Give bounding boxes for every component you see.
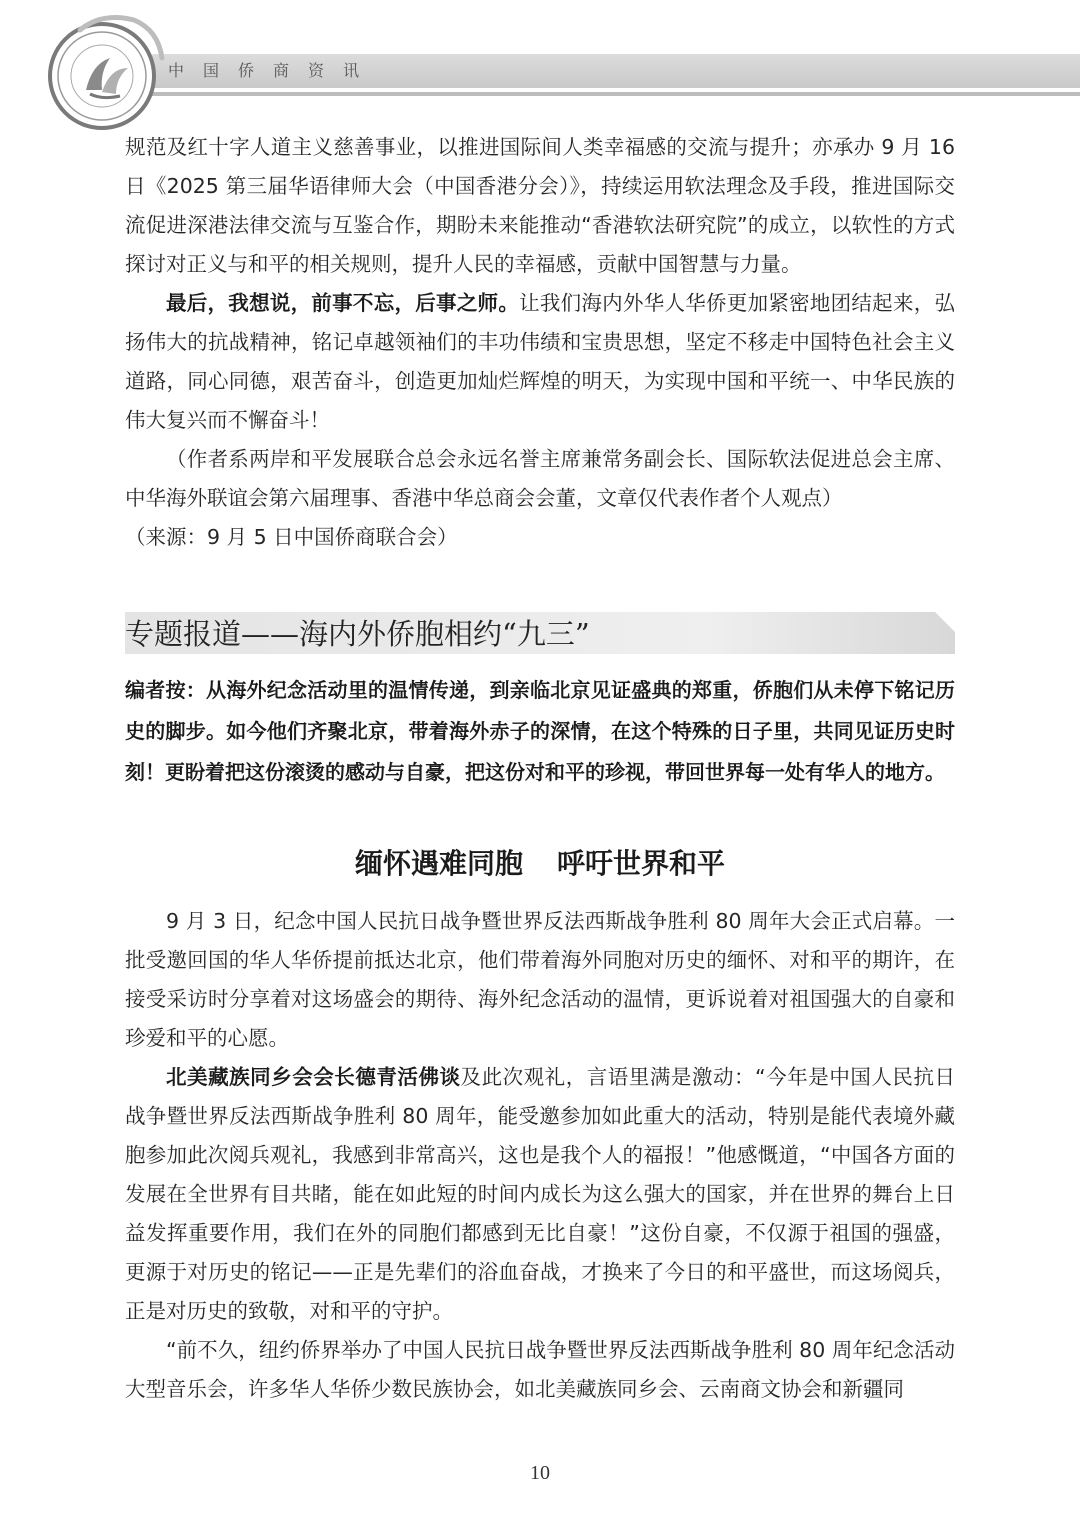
section-header-corner — [935, 612, 955, 632]
header-title: 中国侨商资讯 — [168, 61, 379, 80]
article-continuation — [125, 128, 955, 557]
bold-lead: 最后，我想说，前事不忘，后事之师。 — [166, 291, 520, 315]
paragraph-closing — [125, 284, 955, 440]
section-header — [125, 612, 955, 654]
source-line: （来源：9 月 5 日中国侨商联合会） — [125, 525, 458, 549]
article-body — [125, 902, 955, 1409]
logo — [40, 6, 170, 136]
section-title: 专题报道——海内外侨胞相约“九三” — [125, 617, 590, 651]
bold-lead: 北美藏族同乡会会长德青活佛谈 — [166, 1065, 461, 1089]
paragraph: 9 月 3 日，纪念中国人民抗日战争暨世界反法西斯战争胜利 80 周年大会正式启幕。一批受邀回国的华人华侨提前抵达北京，他们带着海外同胞对历史的缅怀、对和平的期许，在接受采访时分享着对这场盛会的期待、海外纪念活动的温情，更诉说着对祖国强大的自豪和珍爱和平的心愿。 — [125, 909, 955, 1050]
article-title-part2: 呼吁世界和平 — [557, 847, 726, 880]
paragraph-text: 让我们海内外华人华侨更加紧密地团结起来，弘扬伟大的抗战精神，铭记卓越领袖们的丰功伟绩和宝贵思想，坚定不移走中国特色社会主义道路，同心同德，艰苦奋斗，创造更加灿烂辉煌的明天，为实现中国和平统一、中华民族的伟大复兴而不懈奋斗！ — [125, 291, 955, 432]
article-title — [0, 842, 1080, 886]
paragraph-interview — [125, 1058, 955, 1331]
logo-emblem-icon — [40, 6, 170, 136]
header-stripe — [138, 92, 1080, 96]
editor-note: 编者按：从海外纪念活动里的温情传递，到亲临北京见证盛典的郑重，侨胞们从未停下铭记历史的脚步。如今他们齐聚北京，带着海外赤子的深情，在这个特殊的日子里，共同见证历史时刻！更盼着把这份滚烫的感动与自豪，把这份对和平的珍视，带回世界每一处有华人的地方。 — [125, 678, 955, 784]
paragraph: 规范及红十字人道主义慈善事业，以推进国际间人类幸福感的交流与提升；亦承办 9 月 16 日《2025 第三届华语律师大会（中国香港分会）》，持续运用软法理念及手段，推进国际交流促进深港法律交流与互鉴合作，期盼未来能推动“香港软法研究院”的成立，以软性的方式探讨对正义与和平的相关规则，提升人民的幸福感，贡献中国智慧与力量。 — [125, 135, 955, 276]
page-number: 10 — [530, 1462, 550, 1484]
paragraph-text: 及此次观礼，言语里满是激动：“今年是中国人民抗日战争暨世界反法西斯战争胜利 80 周年，能受邀参加如此重大的活动，特别是能代表境外藏胞参加此次阅兵观礼，我感到非常高兴，这也是我个人的福报！”他感慨道，“中国各方面的发展在全世界有目共睹，能在如此短的时间内成长为这么强大的国家，并在世界的舞台上日益发挥重要作用，我们在外的同胞们都感到无比自豪！”这份自豪，不仅源于祖国的强盛，更源于对历史的铭记——正是先辈们的浴血奋战，才换来了今日的和平盛世，而这场阅兵，正是对历史的致敬，对和平的守护。 — [125, 1065, 956, 1323]
paragraph: “前不久，纽约侨界举办了中国人民抗日战争暨世界反法西斯战争胜利 80 周年纪念活动大型音乐会，许多华人华侨少数民族协会，如北美藏族同乡会、云南商文协会和新疆同 — [125, 1338, 955, 1401]
author-note: （作者系两岸和平发展联合总会永远名誉主席兼常务副会长、国际软法促进总会主席、中华海外联谊会第六届理事、香港中华总商会会董，文章仅代表作者个人观点） — [125, 447, 955, 510]
article-title-part1: 缅怀遇难同胞 — [354, 847, 523, 880]
